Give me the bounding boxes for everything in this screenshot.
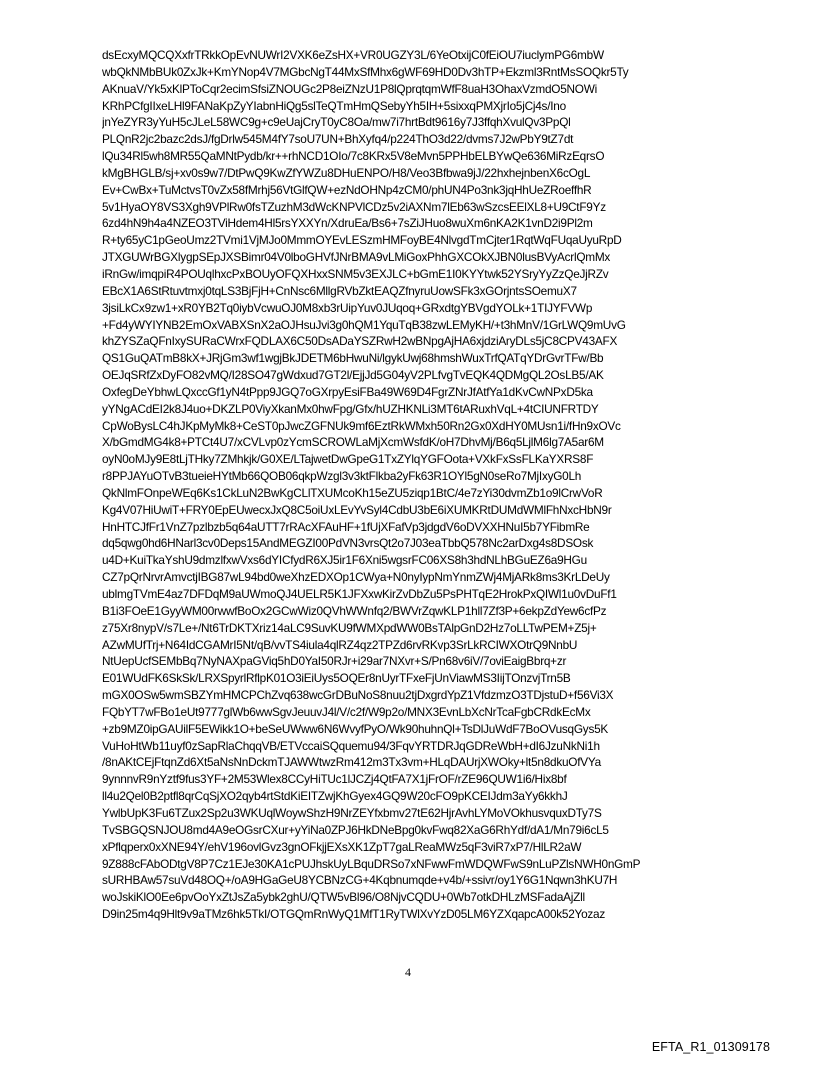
encoded-text-block xyxy=(102,47,714,923)
text-line: r8PPJAYuOTvB3tueieHYtMb66QOB06qkpWzgl3v3ktFlkba2yFk63R1OYl5gN0seRo7MjIxyG0Lh xyxy=(102,469,582,484)
text-line: wbQkNMbBUk0ZxJk+KmYNop4V7MGbcNgT44MxSfMhx6gWF69HD0Dv3hTP+Ekzml3RntMsSOQkr5Ty xyxy=(102,64,629,79)
text-line: AZwMUfTrj+N64IdCGAMrI5Nt/qB/vvTS4iula4qlRZ4qz2TPZd6rvRKvp3SrLkRCIWXOtrQ9NnbU xyxy=(102,637,578,652)
page-number: 4 xyxy=(405,965,411,979)
bates-stamp: EFTA_R1_01309178 xyxy=(651,1040,770,1054)
text-line: +zb9MZ0ipGAUilF5EWikk1O+beSeUWww6N6WvyfPyO/Wk90huhnQl+TsDlJuWdF7BoOVusqGys5K xyxy=(102,721,609,736)
text-line: KRhPCfgIIxeLHl9FANaKpZyYIabnHiQg5slTeQTmHmQSebyYh5IH+5sixxqPMXjrIo5jCj4s/Ino xyxy=(102,98,566,113)
text-line: /8nAKtCEjFtqnZd6Xt5aNsNnDckmTJAWWtwzRm412m3Tx3vm+HLqDAUrjXWOky+lt5n8dkuOfVYa xyxy=(102,755,601,770)
text-line: QkNlmFOnpeWEq6Ks1CkLuN2BwKgCLlTXUMcoKh15eZU5ziqp1BtC/4e7zYi30dvmZb1o9lCrwVoR xyxy=(102,485,603,500)
text-line: woJskiKlO0Ee6pvOoYxZtJsZa5ybk2ghU/QTW5vBl96/O8NjvCQDU+0Wb7otkDHLzMSFadaAjZll xyxy=(102,890,585,905)
text-line: mGX0OSw5wmSBZYmHMCPChZvq638wcGrDBuNoS8nuu2tjDxgrdYpZ1VfdzmzO3TDjstuD+f56Vi3X xyxy=(102,688,614,703)
text-line: OxfegDeYbhwLQxccGf1yN4tPpp9JGQ7oGXrpyEsiFBa49W69D4FgrZNrJfAtfYa1dKvCwNPxD5ka xyxy=(102,384,593,399)
text-line: dsEcxyMQCQXxfrTRkkOpEvNUWrI2VXK6eZsHX+VR0UGZY3L/6YeOtxijC0fEiOU7iuclymPG6mbW xyxy=(102,48,604,62)
text-line: OEJqSRfZxDyFO82vMQ/I28SO47gWdxud7GT2l/EjjJd5G04yV2PLfvgTvEQK4QDMgQL2OsLB5/AK xyxy=(102,368,604,383)
text-line: iRnGw/imqpiR4POUqlhxcPxBOUyOFQXHxxSNM5v3EXJLC+bGmE1I0KYYtwk52YSryYyZzQeJjRZv xyxy=(102,266,609,281)
text-line: E01WUdFK6SkSk/LRXSpyrlRflpK01O3iEiUys5OQEr8nUyrTFxeFjUnViawMS3IijTOnzvjTrn5B xyxy=(102,671,571,686)
text-line: R+ty65yC1pGeoUmz2TVmi1VjMJo0MmmOYEvLESzmHMFoyBE4NlvgdTmCjter1RqtWqFUqaUyuRpD xyxy=(102,233,622,248)
text-line: FQbYT7wFBo1eUt9777glWb6wwSgvJeuuvJ4l/V/c2f/W9p2o/MNX3EvnLbXcNrTcaFgbCRdkEcMx xyxy=(102,704,591,719)
text-line: u4D+KuiTkaYshU9dmzlfxwVxs6dYICfydR6XJ5ir1F6Xni5wgsrFC06XS8h3hdNLhBGuEZ6a9HGu xyxy=(102,553,587,568)
text-line: 9ynnnvR9nYztf9fus3YF+2M53Wlex8CCyHiTUc1lJCZj4QtFA7X1jFrOF/rZE96QUW1i6/Hix8bf xyxy=(102,772,567,787)
text-line: B1i3FOeE1GyyWM00rwwfBoOx2GCwWiz0QVhWWnfq2/BWVrZqwKLP1hll7Zf3P+6ekpZdYew6cfPz xyxy=(102,603,607,618)
text-line: AKnuaV/Yk5xKlPToCqr2ecimSfsiZNOUGc2P8eiZNzU1P8lQprqtqmWfF8uaH3OhaxVzmdO5NOWi xyxy=(102,81,597,96)
text-line: QS1GuQATmB8kX+JRjGm3wf1wgjBkJDETM6bHwuNi/lgykUwj68hmshWuxTrfQATqYDrGvrTFw/Bb xyxy=(102,351,604,366)
text-line: EBcX1A6StRtuvtmxj0tqLS3BjFjH+CnNsc6MllgRVbZktEAQZfnyruUowSFk3xGOrjntsSOemuX7 xyxy=(102,283,577,298)
text-line: Kg4V07HiUwiT+FRY0EpEUwecxJxQ8C5oiUxLEvYvSyl4CdbU3bE6iXUMKRtDUMdWMlFhNxcHbN9r xyxy=(102,502,612,517)
text-line: HnHTCJfFr1VnZ7pzlbzb5q64aUTT7rRAcXFAuHF+1fUjXFafVp3jdgdV6oDVXXHNuI5b7YFibmRe xyxy=(102,519,590,534)
text-line: D9in25m4q9Hlt9v9aTMz6hk5TkI/OTGQmRnWyQ1MfT1RyTWlXvYzD05LM6YZXqapcA00k52Yozaz xyxy=(102,907,605,922)
text-line: Ev+CwBx+TuMctvsT0vZx58fMrhj56VtGlfQW+ezNdOHNp4zCM0/phUN4Po3nk3jqHhUeZRoeffhR xyxy=(102,182,592,197)
text-line: 6zd4hN9h4a4NZEO3TViHdem4Hl5rsYXXYn/XdruEa/Bs6+7sZiJHuo8wuXm6nKA2K1vnD2i9Pl2m xyxy=(102,216,593,231)
text-line: dq5qwg0hd6HNarl3cv0Deps15AndMEGZI00PdVN3vrsQt2o7J03eaTbbQ578Nc2arDxg4s8DSOsk xyxy=(102,536,594,551)
text-line: 5v1HyaOY8VS3Xgh9VPlRw0fsTZuzhM3dWcKNPVlCDz5v2iAXNm7lEb63wSzcsEElXL8+U9CtF9Yz xyxy=(102,199,606,214)
text-line: PLQnR2jc2bazc2dsJ/fgDrlw545M4fY7soU7UN+BhXyfq4/p224ThO3d22/dvms7J2wPbY9tZ7dt xyxy=(102,132,574,147)
text-line: CZ7pQrNrvrAmvctjIBG87wL94bd0weXhzEDXOp1CWya+N0nyIypNmYnmZWj4MjARk8ms3KrLDeUy xyxy=(102,570,610,585)
text-line: +Fd4yWYIYNB2EmOxVABXSnX2aOJHsuJvi3g0hQM1YquTqB38zwLEMyKH/+t3hMnV/1GrLWQ9mUvG xyxy=(102,317,626,332)
text-line: VuHoHtWb11uyf0zSapRlaChqqVB/ETVccaiSQquemu94/3FqvYRTDRJqGDReWbH+dI6JzuNkNi1h xyxy=(102,738,600,753)
text-line: sURHBAw57suVd48OQ+/oA9HGaGeU8YCBNzCG+4Kqbnumqde+v4b/+ssivr/oy1Y6G1Nqwn3hKU7H xyxy=(102,873,618,888)
text-line: 3jsiLkCx9zw1+xR0YB2Tq0iybVcwuOJ0M8xb3rUipYuv0JUqoq+GRxdtgYBVgdYOLk+1TIJYFVWp xyxy=(102,300,593,315)
text-line: NtUepUcfSEMbBq7NyNAXpaGViq5hD0YaI50RJr+i29ar7NXvr+S/Pn68v6iV/7oviEaigBbrq+zr xyxy=(102,654,567,669)
text-line: jnYeZYR3yYuH5cJLeL58WC9g+c9eUajCryT0yC8Oa/mw7i7hrtBdt9616y7J3ffqhXvulQv3PpQl xyxy=(102,115,571,130)
text-line: lQu34Rl5wh8MR55QaMNtPydb/kr++rhNCD1OIo/7c8KRx5V8eMvn5PPHbELBYwQe636MiRzEqrsO xyxy=(102,149,605,164)
text-line: yYNgACdEI2k8J4uo+DKZLP0ViyXkanMx0hwFpg/Gfx/hUZHKNLi3MT6tARuxhVqL+4tCIUNFRTDY xyxy=(102,401,599,416)
text-line: ublmgTVmE4az7DFDqM9aUWmoQJ4UELR5K1JFXxwKirZvDbZu5PsPHTqE2HrokPxQIWl1u0vDuFf1 xyxy=(102,587,617,601)
text-line: YwlbUpK3Fu6TZux2Sp2u3WKUqlWoywShzH9NrZEYfxbmv27tE62HjrAvhLYMoVOkhusvquxDTy7S xyxy=(102,805,602,820)
text-line: oyN0oMJy9E8tLjTHky7ZMhkjk/G0XE/LTajwetDwGpeG1TxZYlqYGFOota+VXkFxSsFLKaYXRS8F xyxy=(102,452,594,467)
text-line: CpWoBysLC4hJKpMyMk8+CeST0pJwcZGFNUk9mf6EztRkWMxh50Rn2Gx0XdHY0MUsn1i/fHn9xOVc xyxy=(102,418,621,433)
text-line: z75Xr8nypV/s7Le+/Nt6TrDKTXriz14aLC9SuvKU9fWMXpdWW0BsTAlpGnD2Hz7oLLTwPEM+Z5j+ xyxy=(102,620,597,635)
text-line: kMgBHGLB/sj+xv0s9w7/DtPwQ9KwZfYWZu8DHuENPO/H8/Veo3Bfbwa9jJ/22hxhejnbenX6cOgL xyxy=(102,165,591,180)
text-line: JTXGUWrBGXlygpSEpJXSBimr04V0lboGHVfJNrBMA9vLMiGoxPhhGXCOkXJBN0lusBVyAcrlQmMx xyxy=(102,250,611,265)
text-line: X/bGmdMG4k8+PTCt4U7/xCVLvp0zYcmSCROWLaMjXcmWsfdK/oH7DhvMj/B6q5LjlM6lg7A5ar6M xyxy=(102,435,604,450)
text-line: ll4u2Qel0B2ptfl8qrCqSjXO2qyb4rtStdKiEITZwjKhGyex4GQ9W20cFO9pKCEIJdm3aYy6kkhJ xyxy=(102,789,568,804)
text-line: TvSBGQSNJOU8md4A9eOGsrCXur+yYiNa0ZPJ6HkDNeBpg0kvFwq82XaG6RhYdf/dA1/Mn79i6cL5 xyxy=(102,822,609,837)
text-line: xPflqperx0xXNE94Y/ehV196ovlGvz3gnOFkjjEXsXK1ZpT7gaLReaMWz5qF3viR7xP7/HlLR2aW xyxy=(102,839,582,854)
text-line: 9Z888cFAbODtgV8P7Cz1EJe30KA1cPUJhskUyLBquDRSo7xNFwwFmWDQWFwS9nLuPZlsNWH0nGmP xyxy=(102,856,641,871)
text-line: khZYSZaQFnIxySURaCWrxFQDLAX6C50DsADaYSZRwH2wBNpgAjHA6xjdziAryDLs5jC8CPV43AFX xyxy=(102,334,618,349)
